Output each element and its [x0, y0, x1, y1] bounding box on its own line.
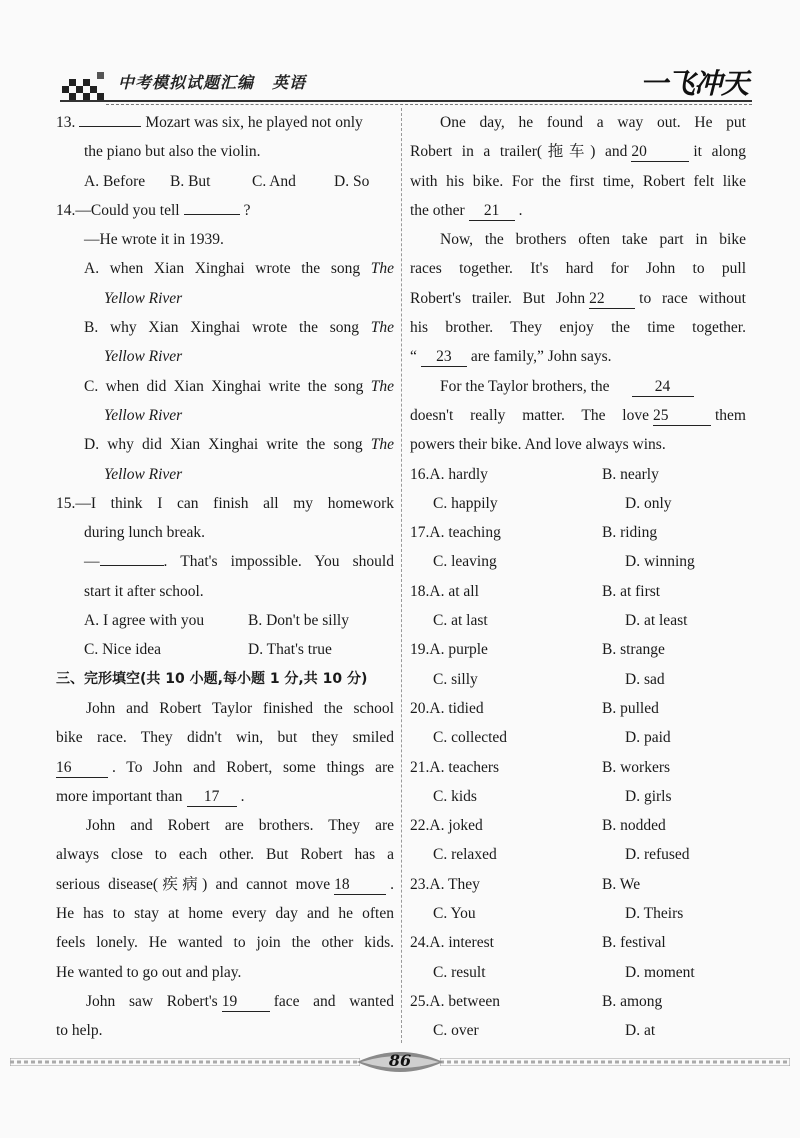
- right-column: [410, 108, 746, 1046]
- option-c[interactable]: C. You: [433, 905, 476, 923]
- section-title: 三、完形填空(共 10 小题,每小题 1 分,共 10 分): [56, 670, 368, 687]
- option-b[interactable]: B. Don't be silly: [248, 612, 349, 630]
- choice-row-cd: [410, 606, 746, 635]
- header-dash-rule: [106, 104, 752, 105]
- answer-blank[interactable]: [100, 565, 164, 566]
- passage-line: He has to stay at home every day and he often: [56, 905, 394, 923]
- option-a[interactable]: A. tidied: [429, 699, 484, 717]
- option-d[interactable]: D. girls: [625, 787, 672, 805]
- answer-blank[interactable]: [79, 126, 141, 127]
- choice-row-cd: [410, 958, 746, 987]
- column-divider: [401, 108, 402, 1043]
- choice-row-cd: [410, 840, 746, 869]
- option-d[interactable]: D. winning: [625, 553, 695, 571]
- page-header: [0, 0, 800, 110]
- header-rule: [60, 100, 752, 102]
- passage-line: John saw Robert's 19 face and wanted: [86, 992, 394, 1010]
- passage-line: feels lonely. He wanted to join the other kids.: [56, 934, 394, 952]
- passage-line: powers their bike. And love always wins.: [410, 436, 666, 454]
- option-b[interactable]: B. pulled: [602, 699, 659, 717]
- brand-logo: 一飞冲天: [639, 67, 748, 100]
- blank-21[interactable]: 21: [469, 202, 515, 221]
- option-a[interactable]: A. Before: [84, 172, 146, 190]
- option-b[interactable]: B. workers: [602, 758, 671, 776]
- option-c[interactable]: C. kids: [433, 787, 477, 805]
- footer-pattern-icon: [440, 1058, 790, 1066]
- question-14-option-c[interactable]: C. when did Xian Xinghai write the song The: [84, 377, 394, 395]
- choice-row-cd: [410, 782, 746, 811]
- option-d[interactable]: D. refused: [625, 846, 690, 864]
- passage-line: “ 23 are family,” John says.: [410, 348, 612, 366]
- option-a[interactable]: A. joked: [429, 817, 483, 835]
- song-title: Yellow River: [104, 465, 183, 483]
- choice-row-ab: 18.A. at all B. at first: [410, 577, 746, 606]
- option-a[interactable]: A. I agree with you: [84, 612, 205, 630]
- question-15-reply: — . That's impossible. You should: [84, 553, 394, 571]
- choice-row-cd: [410, 665, 746, 694]
- passage-line: For the Taylor brothers, the 24: [410, 372, 746, 401]
- passage-line: more important than 17 .: [56, 787, 245, 805]
- question-15: 15.—I think I can finish all my homework: [56, 494, 394, 512]
- blank-25[interactable]: 25: [653, 407, 711, 426]
- option-b[interactable]: B. But: [170, 172, 211, 190]
- option-d[interactable]: D. moment: [625, 963, 695, 981]
- blank-16[interactable]: 16: [56, 759, 108, 778]
- song-title: Yellow River: [104, 289, 183, 307]
- choice-row-ab: 22.A. joked B. nodded: [410, 811, 746, 840]
- option-d[interactable]: D. Theirs: [625, 905, 684, 923]
- passage-line: to help.: [56, 1022, 103, 1040]
- choice-row-ab: 16.A. hardly B. nearly: [410, 460, 746, 489]
- passage-line: He wanted to go out and play.: [56, 963, 242, 981]
- passage-line: serious disease(疾病) and cannot move 18 .: [56, 875, 394, 893]
- passage-line: his brother. They enjoy the time together.: [410, 319, 746, 337]
- song-title: Yellow River: [104, 348, 183, 366]
- checker-logo-icon: [62, 72, 104, 100]
- question-13-line2: the piano but also the violin.: [84, 143, 261, 161]
- option-c[interactable]: C. silly: [433, 670, 478, 688]
- passage-line: Robert's trailer. But John 22 to race without: [410, 289, 746, 307]
- left-column: [56, 108, 394, 1046]
- question-14: 14.—Could you tell ?: [56, 201, 251, 219]
- series-title: 中考模拟试题汇编 英语: [118, 73, 307, 92]
- cloze-choices: [410, 460, 746, 1046]
- choice-row-ab: 25.A. between B. among: [410, 987, 746, 1016]
- option-c[interactable]: C. collected: [433, 729, 508, 747]
- passage-line: Now, the brothers often take part in bike: [440, 231, 746, 249]
- option-c[interactable]: C. result: [433, 963, 486, 981]
- option-a[interactable]: A. interest: [429, 934, 494, 952]
- passage-line: 16 . To John and Robert, some things are: [56, 758, 394, 776]
- passage-line: doesn't really matter. The love 25 them: [410, 406, 746, 424]
- option-a[interactable]: A. teaching: [429, 524, 501, 542]
- choice-row-cd: [410, 723, 746, 752]
- option-c[interactable]: C. happily: [433, 494, 498, 512]
- choice-row-cd: [410, 1016, 746, 1045]
- answer-blank[interactable]: [184, 214, 240, 215]
- option-b[interactable]: B. strange: [602, 641, 665, 659]
- question-15-line4: start it after school.: [84, 582, 204, 600]
- option-a[interactable]: A. They: [429, 875, 480, 893]
- question-13: 13. Mozart was six, he played not only: [56, 114, 363, 131]
- option-d[interactable]: D. only: [625, 494, 672, 512]
- choice-row-ab: 21.A. teachers B. workers: [410, 753, 746, 782]
- question-15-options-ab: [56, 606, 394, 635]
- option-d[interactable]: D. So: [334, 172, 370, 190]
- question-14-option-d[interactable]: D. why did Xian Xinghai write the song The: [84, 436, 394, 454]
- option-d[interactable]: D. paid: [625, 729, 671, 747]
- option-d[interactable]: D. That's true: [248, 641, 332, 659]
- footer-pattern-icon: [10, 1058, 360, 1066]
- option-b[interactable]: B. nearly: [602, 465, 659, 483]
- question-15-options-cd: [56, 635, 394, 664]
- option-c[interactable]: C. over: [433, 1022, 479, 1040]
- option-a[interactable]: A. hardly: [429, 465, 488, 483]
- option-d[interactable]: D. at least: [625, 612, 688, 630]
- option-c[interactable]: C. relaxed: [433, 846, 497, 864]
- passage-line: races together. It's hard for John to pull: [410, 260, 746, 278]
- option-b[interactable]: B. nodded: [602, 817, 666, 835]
- passage-line: always close to each other. But Robert has a: [56, 846, 394, 864]
- choice-row-ab: 23.A. They B. We: [410, 870, 746, 899]
- blank-22[interactable]: 22: [589, 290, 635, 309]
- passage-line: the other 21 .: [410, 201, 523, 219]
- question-13-options: [56, 167, 394, 196]
- blank-24[interactable]: 24: [632, 378, 694, 397]
- choice-row-ab: 19.A. purple B. strange: [410, 635, 746, 664]
- option-a[interactable]: A. between: [429, 992, 500, 1010]
- passage-line: with his bike. For the first time, Robert felt like: [410, 172, 746, 190]
- option-b[interactable]: B. among: [602, 992, 663, 1010]
- subject-label: 英语: [272, 73, 307, 92]
- page-number: 86: [388, 1051, 412, 1070]
- passage-line: Robert in a trailer(拖车) and 20 it along: [410, 143, 746, 161]
- option-d[interactable]: D. at: [625, 1022, 656, 1040]
- passage-line: John and Robert Taylor finished the school: [86, 699, 394, 717]
- choice-row-ab: 24.A. interest B. festival: [410, 928, 746, 957]
- blank-17[interactable]: 17: [187, 788, 237, 807]
- passage-line: John and Robert are brothers. They are: [86, 817, 394, 835]
- blank-18[interactable]: 18: [334, 876, 386, 895]
- choice-row-ab: 17.A. teaching B. riding: [410, 518, 746, 547]
- question-14-option-a[interactable]: A. when Xian Xinghai wrote the song The: [84, 260, 394, 278]
- option-a[interactable]: A. purple: [429, 641, 488, 659]
- choice-row-cd: [410, 489, 746, 518]
- question-14-option-b[interactable]: B. why Xian Xinghai wrote the song The: [84, 319, 394, 337]
- option-c[interactable]: C. at last: [433, 612, 488, 630]
- blank-20[interactable]: 20: [631, 143, 689, 162]
- option-c[interactable]: C. leaving: [433, 553, 497, 571]
- option-b[interactable]: B. at first: [602, 582, 661, 600]
- passage-line: bike race. They didn't win, but they smiled: [56, 729, 394, 747]
- song-title: Yellow River: [104, 406, 183, 424]
- choice-row-cd: [410, 899, 746, 928]
- passage-line: One day, he found a way out. He put: [440, 114, 746, 131]
- choice-row-cd: [410, 547, 746, 576]
- option-a[interactable]: A. teachers: [429, 758, 500, 776]
- option-a[interactable]: A. at all: [429, 582, 479, 600]
- option-c[interactable]: C. And: [252, 172, 296, 190]
- option-b[interactable]: B. riding: [602, 524, 658, 542]
- option-b[interactable]: B. festival: [602, 934, 666, 952]
- option-b[interactable]: B. We: [602, 875, 641, 893]
- blank-23[interactable]: 23: [421, 348, 467, 367]
- page-footer: [0, 1048, 800, 1088]
- question-14-answer: —He wrote it in 1939.: [84, 231, 224, 249]
- choice-row-ab: 20.A. tidied B. pulled: [410, 694, 746, 723]
- question-15-line2: during lunch break.: [84, 524, 205, 542]
- blank-19[interactable]: 19: [222, 993, 270, 1012]
- option-c[interactable]: C. Nice idea: [84, 641, 162, 659]
- option-d[interactable]: D. sad: [625, 670, 665, 688]
